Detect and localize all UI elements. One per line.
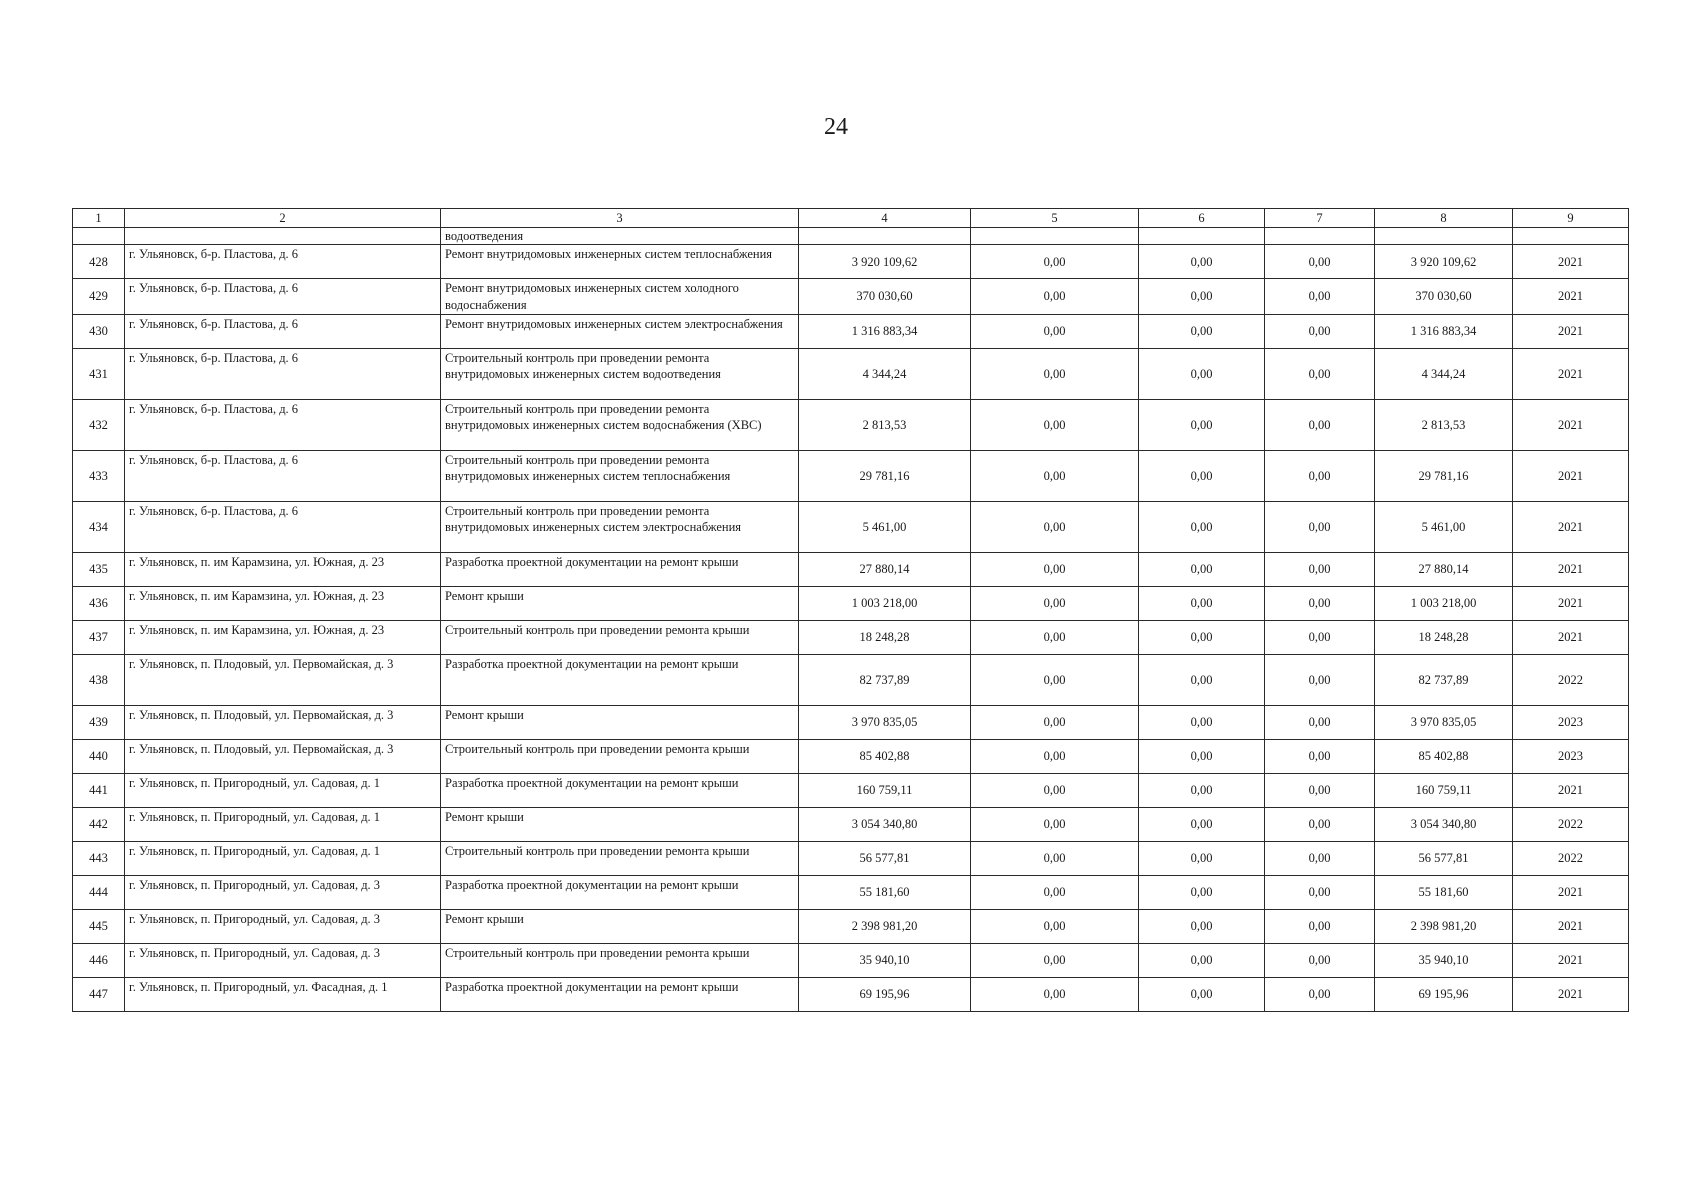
cell-col6-value: 0,00 — [1139, 314, 1265, 348]
cell-address: г. Ульяновск, п. им Карамзина, ул. Южная, д. 23 — [125, 620, 441, 654]
cell-col7-value: 0,00 — [1265, 279, 1375, 315]
cell-address: г. Ульяновск, п. Пригородный, ул. Садовая, д. 3 — [125, 875, 441, 909]
cell-col5-value: 0,00 — [971, 586, 1139, 620]
cell-col5-value: 0,00 — [971, 245, 1139, 279]
cell-col5-value: 0,00 — [971, 875, 1139, 909]
table-row — [73, 399, 1629, 450]
column-header: 4 — [799, 209, 971, 228]
cell-year: 2021 — [1513, 586, 1629, 620]
cell-col6-value: 0,00 — [1139, 654, 1265, 705]
cell-col5-value: 0,00 — [971, 654, 1139, 705]
cell-total-cost: 1 003 218,00 — [799, 586, 971, 620]
cell-col5-value: 0,00 — [971, 841, 1139, 875]
cell-address: г. Ульяновск, п. Пригородный, ул. Садовая, д. 3 — [125, 943, 441, 977]
cell-work-type: Строительный контроль при проведении ремонта крыши — [441, 841, 799, 875]
cell-work-type: Строительный контроль при проведении ремонта внутридомовых инженерных систем теплоснабжения — [441, 450, 799, 501]
cell-col5-value: 0,00 — [971, 705, 1139, 739]
cell-work-type: Строительный контроль при проведении ремонта внутридомовых инженерных систем водоотведения — [441, 348, 799, 399]
cell-address: г. Ульяновск, б-р. Пластова, д. 6 — [125, 501, 441, 552]
cell-col7-value: 0,00 — [1265, 586, 1375, 620]
cell-col6-value: 0,00 — [1139, 909, 1265, 943]
cell-row-number: 447 — [73, 977, 125, 1011]
cell-empty — [799, 228, 971, 245]
cell-address: г. Ульяновск, б-р. Пластова, д. 6 — [125, 450, 441, 501]
cell-address: г. Ульяновск, п. Пригородный, ул. Фасадная, д. 1 — [125, 977, 441, 1011]
cell-work-type: Ремонт внутридомовых инженерных систем электроснабжения — [441, 314, 799, 348]
cell-work-type: Строительный контроль при проведении ремонта внутридомовых инженерных систем водоснабжения (ХВС) — [441, 399, 799, 450]
cell-year: 2021 — [1513, 399, 1629, 450]
cell-total-cost: 35 940,10 — [799, 943, 971, 977]
cell-col6-value: 0,00 — [1139, 841, 1265, 875]
cell-row-number: 429 — [73, 279, 125, 315]
cell-col7-value: 0,00 — [1265, 875, 1375, 909]
cell-col8-value: 1 003 218,00 — [1375, 586, 1513, 620]
cell-col7-value: 0,00 — [1265, 977, 1375, 1011]
table-row — [73, 620, 1629, 654]
cell-address: г. Ульяновск, п. им Карамзина, ул. Южная, д. 23 — [125, 552, 441, 586]
cell-year: 2021 — [1513, 245, 1629, 279]
cell-total-cost: 85 402,88 — [799, 739, 971, 773]
cell-col6-value: 0,00 — [1139, 875, 1265, 909]
cell-total-cost: 2 813,53 — [799, 399, 971, 450]
cell-col7-value: 0,00 — [1265, 841, 1375, 875]
cell-col7-value: 0,00 — [1265, 348, 1375, 399]
table-row — [73, 654, 1629, 705]
cell-col6-value: 0,00 — [1139, 245, 1265, 279]
cell-work-type: Разработка проектной документации на ремонт крыши — [441, 773, 799, 807]
cell-col8-value: 82 737,89 — [1375, 654, 1513, 705]
cell-year: 2023 — [1513, 739, 1629, 773]
cell-empty — [73, 228, 125, 245]
cell-year: 2021 — [1513, 279, 1629, 315]
cell-empty — [125, 228, 441, 245]
cell-col5-value: 0,00 — [971, 977, 1139, 1011]
cell-total-cost: 3 970 835,05 — [799, 705, 971, 739]
table-row — [73, 875, 1629, 909]
cell-col5-value: 0,00 — [971, 807, 1139, 841]
cell-year: 2021 — [1513, 773, 1629, 807]
cell-col8-value: 160 759,11 — [1375, 773, 1513, 807]
cell-row-number: 443 — [73, 841, 125, 875]
cell-total-cost: 160 759,11 — [799, 773, 971, 807]
cell-col7-value: 0,00 — [1265, 705, 1375, 739]
cell-work-type: Ремонт крыши — [441, 807, 799, 841]
cell-row-number: 433 — [73, 450, 125, 501]
cell-total-cost: 370 030,60 — [799, 279, 971, 315]
table-row — [73, 501, 1629, 552]
cell-work-continuation: водоотведения — [441, 228, 799, 245]
column-header: 2 — [125, 209, 441, 228]
cell-col7-value: 0,00 — [1265, 552, 1375, 586]
cell-row-number: 431 — [73, 348, 125, 399]
cell-year: 2021 — [1513, 943, 1629, 977]
table-row — [73, 773, 1629, 807]
cell-address: г. Ульяновск, п. Пригородный, ул. Садовая, д. 3 — [125, 909, 441, 943]
cell-col6-value: 0,00 — [1139, 943, 1265, 977]
cell-empty — [1513, 228, 1629, 245]
repair-registry-table — [72, 208, 1629, 1012]
cell-work-type: Строительный контроль при проведении ремонта внутридомовых инженерных систем электроснабжения — [441, 501, 799, 552]
cell-year: 2021 — [1513, 450, 1629, 501]
column-header: 8 — [1375, 209, 1513, 228]
cell-year: 2021 — [1513, 552, 1629, 586]
cell-total-cost: 29 781,16 — [799, 450, 971, 501]
cell-col8-value: 2 813,53 — [1375, 399, 1513, 450]
table-row — [73, 977, 1629, 1011]
cell-col6-value: 0,00 — [1139, 977, 1265, 1011]
cell-col8-value: 18 248,28 — [1375, 620, 1513, 654]
cell-col5-value: 0,00 — [971, 279, 1139, 315]
cell-row-number: 436 — [73, 586, 125, 620]
column-header: 7 — [1265, 209, 1375, 228]
cell-col5-value: 0,00 — [971, 620, 1139, 654]
cell-col6-value: 0,00 — [1139, 739, 1265, 773]
cell-col8-value: 4 344,24 — [1375, 348, 1513, 399]
cell-address: г. Ульяновск, п. Пригородный, ул. Садовая, д. 1 — [125, 807, 441, 841]
cell-col8-value: 5 461,00 — [1375, 501, 1513, 552]
cell-col6-value: 0,00 — [1139, 399, 1265, 450]
cell-col5-value: 0,00 — [971, 501, 1139, 552]
cell-work-type: Ремонт крыши — [441, 586, 799, 620]
cell-year: 2022 — [1513, 841, 1629, 875]
cell-total-cost: 27 880,14 — [799, 552, 971, 586]
cell-row-number: 432 — [73, 399, 125, 450]
column-header: 3 — [441, 209, 799, 228]
cell-row-number: 444 — [73, 875, 125, 909]
cell-col8-value: 2 398 981,20 — [1375, 909, 1513, 943]
cell-col8-value: 35 940,10 — [1375, 943, 1513, 977]
cell-total-cost: 82 737,89 — [799, 654, 971, 705]
cell-year: 2021 — [1513, 348, 1629, 399]
cell-col7-value: 0,00 — [1265, 943, 1375, 977]
cell-total-cost: 5 461,00 — [799, 501, 971, 552]
continuation-row — [73, 228, 1629, 245]
table-row — [73, 552, 1629, 586]
cell-empty — [1375, 228, 1513, 245]
table-row — [73, 314, 1629, 348]
cell-row-number: 437 — [73, 620, 125, 654]
cell-row-number: 440 — [73, 739, 125, 773]
cell-year: 2021 — [1513, 875, 1629, 909]
cell-col8-value: 1 316 883,34 — [1375, 314, 1513, 348]
cell-address: г. Ульяновск, б-р. Пластова, д. 6 — [125, 348, 441, 399]
cell-col5-value: 0,00 — [971, 552, 1139, 586]
cell-col6-value: 0,00 — [1139, 348, 1265, 399]
cell-work-type: Разработка проектной документации на ремонт крыши — [441, 977, 799, 1011]
cell-col6-value: 0,00 — [1139, 450, 1265, 501]
cell-total-cost: 55 181,60 — [799, 875, 971, 909]
cell-total-cost: 3 920 109,62 — [799, 245, 971, 279]
cell-total-cost: 1 316 883,34 — [799, 314, 971, 348]
table-row — [73, 348, 1629, 399]
cell-work-type: Разработка проектной документации на ремонт крыши — [441, 552, 799, 586]
cell-work-type: Ремонт внутридомовых инженерных систем теплоснабжения — [441, 245, 799, 279]
column-header: 5 — [971, 209, 1139, 228]
cell-col7-value: 0,00 — [1265, 807, 1375, 841]
cell-address: г. Ульяновск, п. Плодовый, ул. Первомайская, д. 3 — [125, 705, 441, 739]
table-body — [73, 228, 1629, 1012]
cell-work-type: Ремонт крыши — [441, 909, 799, 943]
column-number-row — [73, 209, 1629, 228]
cell-col7-value: 0,00 — [1265, 773, 1375, 807]
cell-col8-value: 3 054 340,80 — [1375, 807, 1513, 841]
table-row — [73, 279, 1629, 315]
cell-total-cost: 69 195,96 — [799, 977, 971, 1011]
cell-total-cost: 4 344,24 — [799, 348, 971, 399]
cell-col7-value: 0,00 — [1265, 739, 1375, 773]
table-row — [73, 909, 1629, 943]
cell-year: 2022 — [1513, 654, 1629, 705]
cell-col7-value: 0,00 — [1265, 909, 1375, 943]
cell-total-cost: 18 248,28 — [799, 620, 971, 654]
cell-col6-value: 0,00 — [1139, 620, 1265, 654]
table-row — [73, 705, 1629, 739]
cell-total-cost: 56 577,81 — [799, 841, 971, 875]
cell-col8-value: 370 030,60 — [1375, 279, 1513, 315]
cell-address: г. Ульяновск, п. им Карамзина, ул. Южная, д. 23 — [125, 586, 441, 620]
cell-address: г. Ульяновск, б-р. Пластова, д. 6 — [125, 279, 441, 315]
cell-col8-value: 56 577,81 — [1375, 841, 1513, 875]
cell-row-number: 441 — [73, 773, 125, 807]
cell-row-number: 430 — [73, 314, 125, 348]
cell-col5-value: 0,00 — [971, 348, 1139, 399]
cell-col7-value: 0,00 — [1265, 450, 1375, 501]
cell-address: г. Ульяновск, п. Пригородный, ул. Садовая, д. 1 — [125, 841, 441, 875]
cell-col6-value: 0,00 — [1139, 705, 1265, 739]
cell-col5-value: 0,00 — [971, 739, 1139, 773]
cell-address: г. Ульяновск, б-р. Пластова, д. 6 — [125, 245, 441, 279]
cell-address: г. Ульяновск, б-р. Пластова, д. 6 — [125, 314, 441, 348]
table-row — [73, 943, 1629, 977]
cell-col5-value: 0,00 — [971, 909, 1139, 943]
cell-empty — [1139, 228, 1265, 245]
cell-year: 2021 — [1513, 977, 1629, 1011]
cell-col7-value: 0,00 — [1265, 620, 1375, 654]
cell-col6-value: 0,00 — [1139, 501, 1265, 552]
cell-address: г. Ульяновск, п. Плодовый, ул. Первомайская, д. 3 — [125, 654, 441, 705]
cell-col6-value: 0,00 — [1139, 279, 1265, 315]
cell-col6-value: 0,00 — [1139, 773, 1265, 807]
cell-work-type: Разработка проектной документации на ремонт крыши — [441, 654, 799, 705]
page-number: 24 — [824, 114, 848, 140]
cell-year: 2021 — [1513, 909, 1629, 943]
cell-work-type: Строительный контроль при проведении ремонта крыши — [441, 739, 799, 773]
cell-year: 2021 — [1513, 620, 1629, 654]
cell-col7-value: 0,00 — [1265, 501, 1375, 552]
table-row — [73, 586, 1629, 620]
cell-row-number: 446 — [73, 943, 125, 977]
cell-col6-value: 0,00 — [1139, 807, 1265, 841]
cell-work-type: Ремонт крыши — [441, 705, 799, 739]
cell-work-type: Ремонт внутридомовых инженерных систем холодного водоснабжения — [441, 279, 799, 315]
table-row — [73, 450, 1629, 501]
table-row — [73, 807, 1629, 841]
cell-row-number: 435 — [73, 552, 125, 586]
cell-col8-value: 3 970 835,05 — [1375, 705, 1513, 739]
cell-col8-value: 27 880,14 — [1375, 552, 1513, 586]
cell-year: 2022 — [1513, 807, 1629, 841]
cell-row-number: 439 — [73, 705, 125, 739]
cell-row-number: 445 — [73, 909, 125, 943]
cell-col8-value: 29 781,16 — [1375, 450, 1513, 501]
cell-col8-value: 85 402,88 — [1375, 739, 1513, 773]
cell-col5-value: 0,00 — [971, 450, 1139, 501]
cell-total-cost: 2 398 981,20 — [799, 909, 971, 943]
cell-col6-value: 0,00 — [1139, 552, 1265, 586]
cell-row-number: 434 — [73, 501, 125, 552]
cell-col6-value: 0,00 — [1139, 586, 1265, 620]
cell-work-type: Разработка проектной документации на ремонт крыши — [441, 875, 799, 909]
cell-row-number: 428 — [73, 245, 125, 279]
cell-row-number: 438 — [73, 654, 125, 705]
cell-year: 2023 — [1513, 705, 1629, 739]
cell-address: г. Ульяновск, б-р. Пластова, д. 6 — [125, 399, 441, 450]
cell-work-type: Строительный контроль при проведении ремонта крыши — [441, 620, 799, 654]
column-header: 6 — [1139, 209, 1265, 228]
cell-work-type: Строительный контроль при проведении ремонта крыши — [441, 943, 799, 977]
cell-empty — [971, 228, 1139, 245]
cell-col7-value: 0,00 — [1265, 399, 1375, 450]
cell-col7-value: 0,00 — [1265, 245, 1375, 279]
cell-col7-value: 0,00 — [1265, 654, 1375, 705]
cell-col8-value: 69 195,96 — [1375, 977, 1513, 1011]
cell-col8-value: 3 920 109,62 — [1375, 245, 1513, 279]
table-row — [73, 739, 1629, 773]
cell-col8-value: 55 181,60 — [1375, 875, 1513, 909]
cell-col5-value: 0,00 — [971, 773, 1139, 807]
cell-col5-value: 0,00 — [971, 314, 1139, 348]
cell-year: 2021 — [1513, 314, 1629, 348]
column-header: 9 — [1513, 209, 1629, 228]
cell-col5-value: 0,00 — [971, 943, 1139, 977]
table-row — [73, 245, 1629, 279]
cell-row-number: 442 — [73, 807, 125, 841]
cell-address: г. Ульяновск, п. Плодовый, ул. Первомайская, д. 3 — [125, 739, 441, 773]
cell-address: г. Ульяновск, п. Пригородный, ул. Садовая, д. 1 — [125, 773, 441, 807]
cell-year: 2021 — [1513, 501, 1629, 552]
cell-total-cost: 3 054 340,80 — [799, 807, 971, 841]
cell-col7-value: 0,00 — [1265, 314, 1375, 348]
table-row — [73, 841, 1629, 875]
cell-col5-value: 0,00 — [971, 399, 1139, 450]
column-header: 1 — [73, 209, 125, 228]
cell-empty — [1265, 228, 1375, 245]
